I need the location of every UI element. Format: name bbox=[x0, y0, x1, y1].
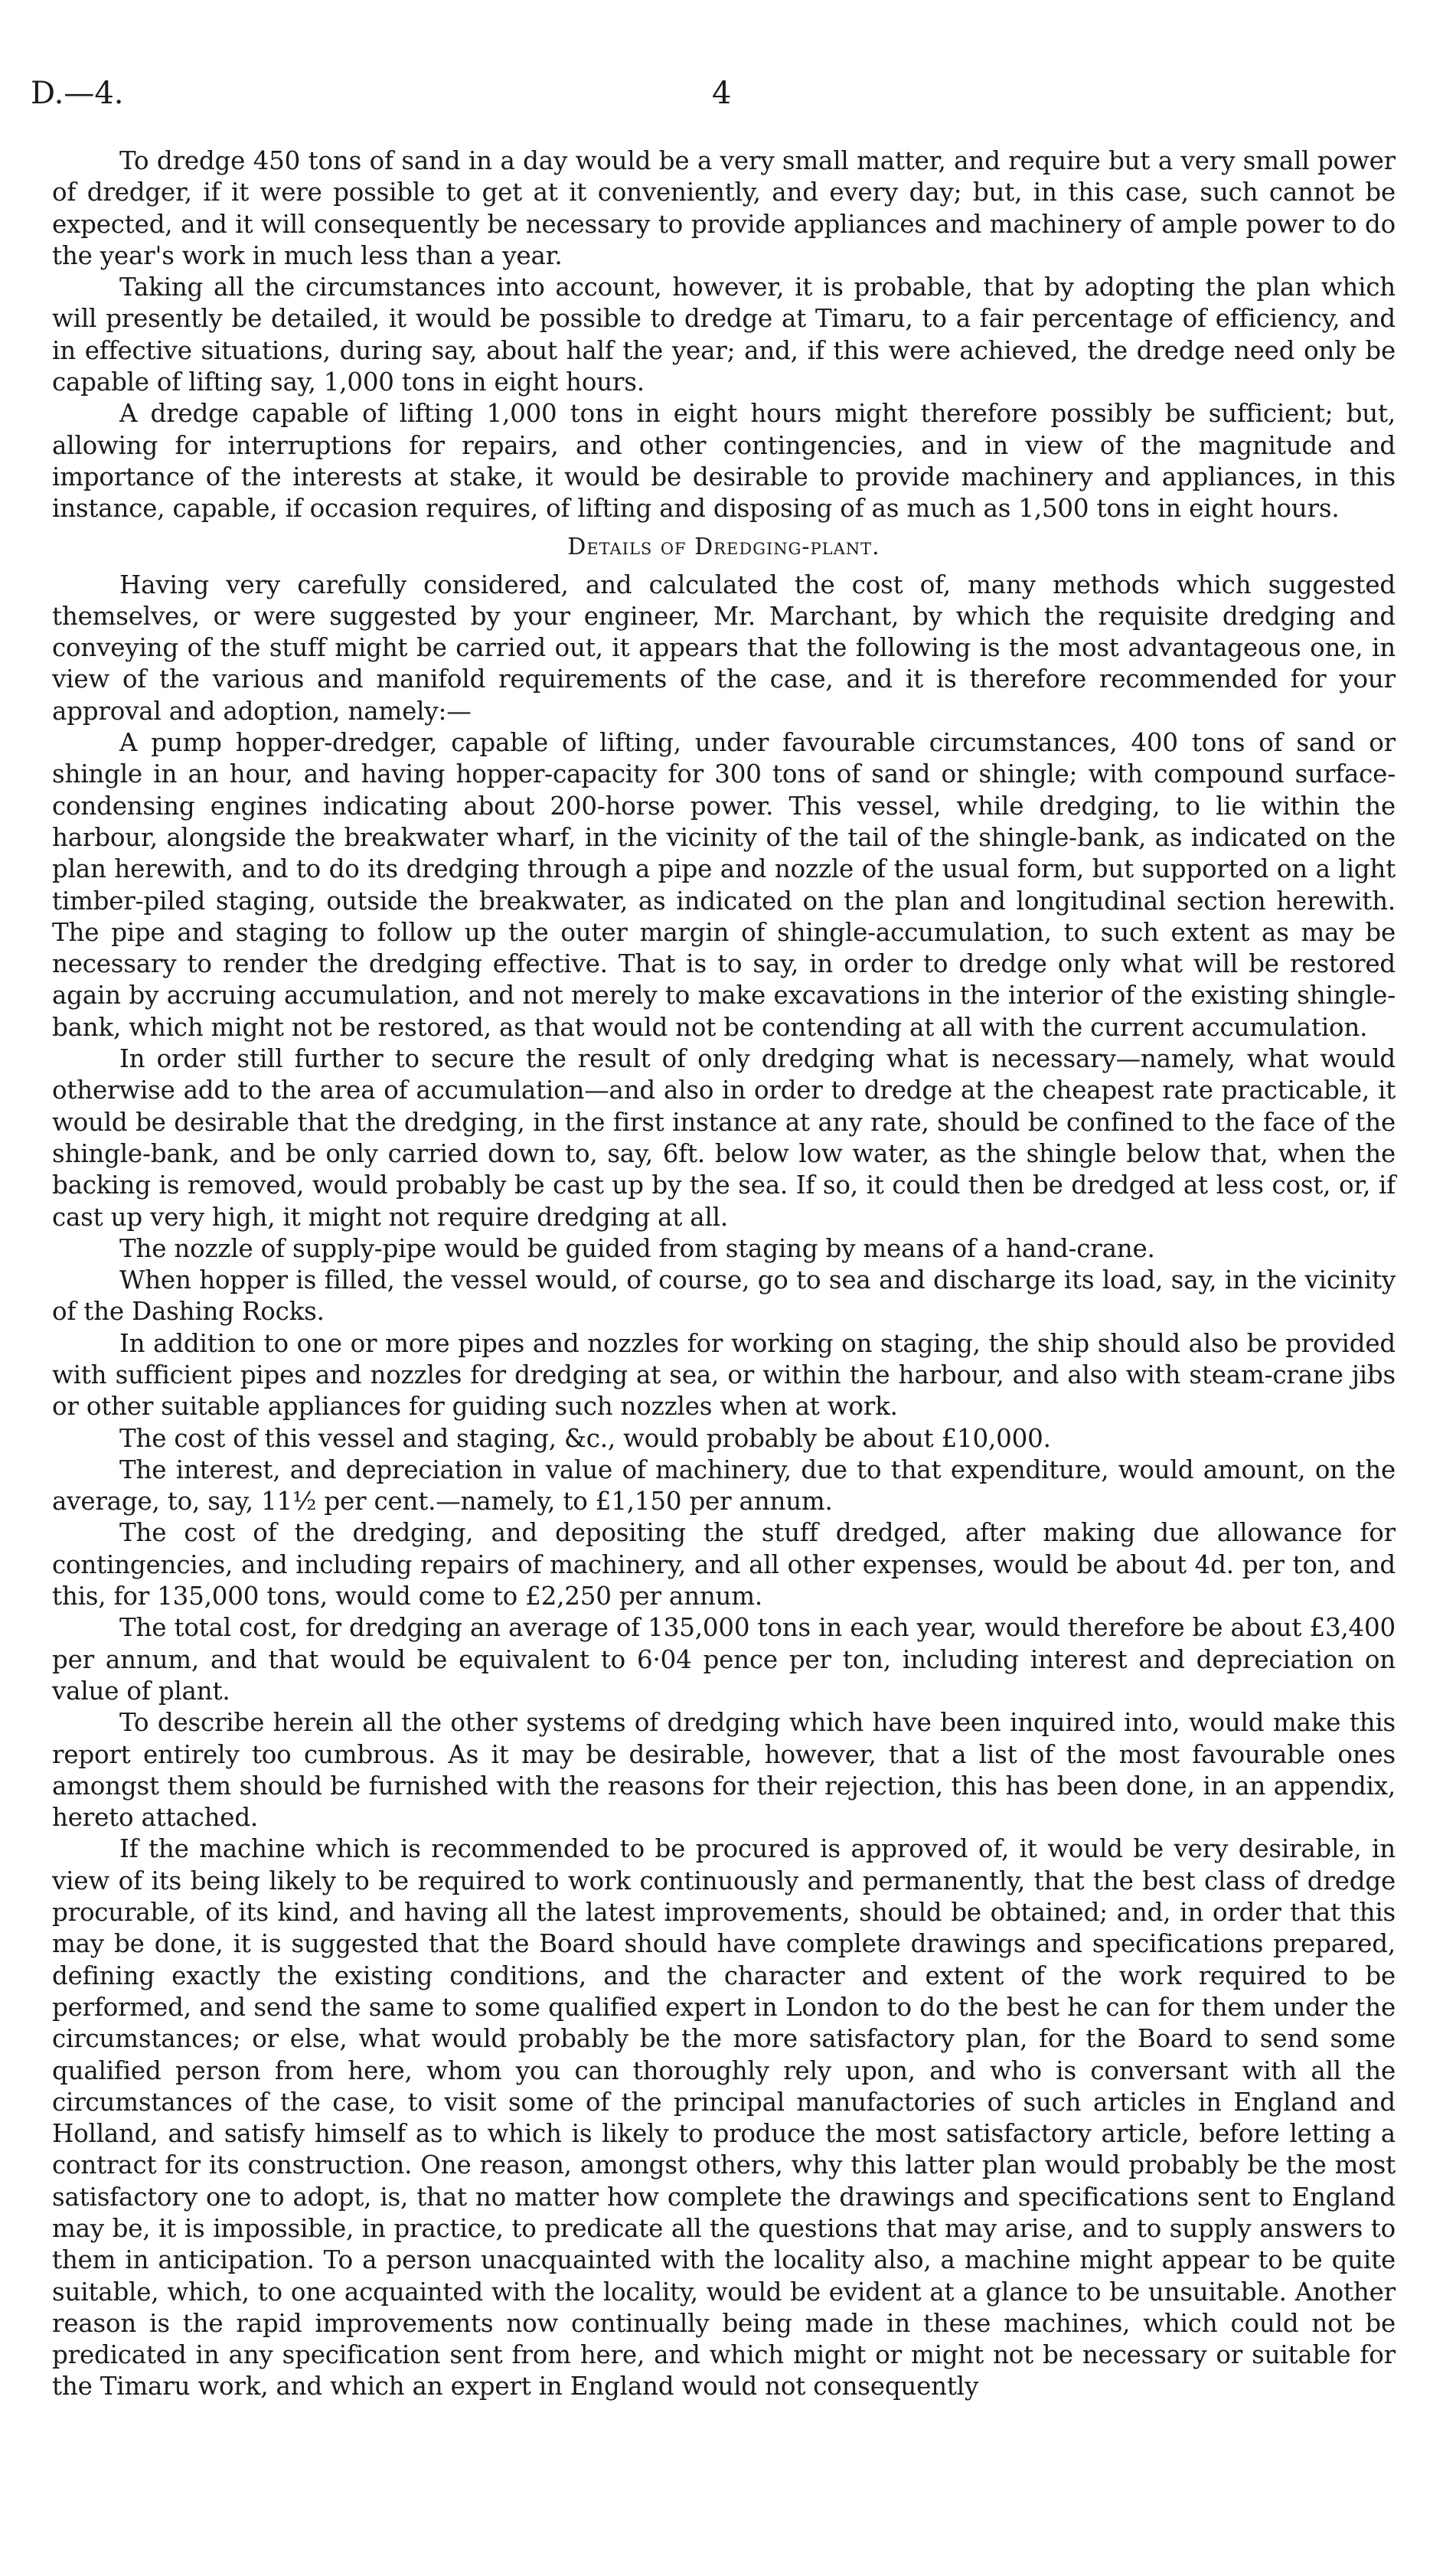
paragraph: When hopper is filled, the vessel would, of course, go to sea and discharge its load, say, in the vicinity of the Dashing Rocks. bbox=[52, 1265, 1396, 1327]
section-heading: Details of Dredging-plant. bbox=[567, 533, 880, 560]
running-header bbox=[0, 70, 1456, 116]
paragraph: The total cost, for dredging an average of 135,000 tons in each year, would therefore be about £3,400 per annum, and that would be equivalent to 6·04 pence per ton, including interest and depreciation on value of plant. bbox=[52, 1613, 1396, 1706]
paragraph: The cost of the dredging, and depositing the stuff dredged, after making due allowance for contingencies, and including repairs of machinery, and all other expenses, would be about 4d. per ton, and this, for 135,000 tons, would come to £2,250 per annum. bbox=[52, 1518, 1396, 1611]
paragraph: The cost of this vessel and staging, &c., would probably be about £10,000. bbox=[119, 1423, 1051, 1453]
paragraph: A pump hopper-dredger, capable of lifting, under favourable circumstances, 400 tons of sand or shingle in an hour, and having hopper-capacity for 300 tons of sand or shingle; with compound surface-condensing engines indicating about 200-horse power. This vessel, while dredging, to lie within the harbour, alongside the breakwater wharf, in the vicinity of the tail of the shingle-bank, as indicated on the plan herewith, and to do its dredging through a pipe and nozzle of the usual form, but supported on a light timber-piled staging, outside the breakwater, as indicated on the plan and longitudinal section herewith. The pipe and staging to follow up the outer margin of shingle-accumulation, to such extent as may be necessary to render the dredging effective. That is to say, in order to dredge only what will be restored again by accruing accumulation, and not merely to make excavations in the interior of the existing shingle-bank, which might not be restored, as that would not be contending at all with the current accumulation. bbox=[52, 728, 1396, 1042]
paragraph: Taking all the circumstances into account, however, it is probable, that by adopting the plan which will presently be detailed, it would be possible to dredge at Timaru, to a fair percentage of efficiency, and in effective situations, during say, about half the year; and, if this were achieved, the dredge need only be capable of lifting say, 1,000 tons in eight hours. bbox=[52, 273, 1396, 397]
paragraph: To dredge 450 tons of sand in a day would be a very small matter, and require but a very small power of dredger, if it were possible to get at it conveniently, and every day; but, in this case, such cannot be expected, and it will consequently be necessary to provide appliances and machinery of ample power to do the year's work in much less than a year. bbox=[52, 146, 1396, 270]
paragraph: The nozzle of supply-pipe would be guided from staging by means of a hand-crane. bbox=[119, 1233, 1155, 1263]
paragraph: The interest, and depreciation in value of machinery, due to that expenditure, would amount, on the average, to, say, 11½ per cent.—namely, to £1,150 per annum. bbox=[52, 1455, 1396, 1517]
page-number: 4 bbox=[712, 76, 732, 111]
document-reference: D.—4. bbox=[31, 76, 124, 111]
paragraph: If the machine which is recommended to be procured is approved of, it would be very desirable, in view of its being likely to be required to work continuously and permanently, that the best class of dredge procurable, of its kind, and having all the latest improvements, should be obtained; and, in order that this may be done, it is suggested that the Board should have complete drawings and specifications prepared, defining exactly the existing conditions, and the character and extent of the work required to be performed, and send the same to some qualified expert in London to do the best he can for them under the circumstances; or else, what would probably be the more satisfactory plan, for the Board to send some qualified person from here, whom you can thoroughly rely upon, and who is conversant with all the circumstances of the case, to visit some of the principal manufactories of such articles in England and Holland, and satisfy himself as to which is likely to produce the most satisfactory article, before letting a contract for its construction. One reason, amongst others, why this latter plan would probably be the most satisfactory one to adopt, is, that no matter how complete the drawings and specifications sent to England may be, it is impossible, in practice, to predicate all the questions that may arise, and to supply answers to them in anticipation. To a person unacquainted with the locality also, a machine might appear to be quite suitable, which, to one acquainted with the locality, would be evident at a glance to be unsuitable. Another reason is the rapid improvements now continually being made in these machines, which could not be predicated in any specification sent from here, and which might or might not be necessary or suitable for the Timaru work, and which an expert in England would not consequently bbox=[52, 1834, 1396, 2401]
paragraph: A dredge capable of lifting 1,000 tons in eight hours might therefore possibly be sufficient; but, allowing for interruptions for repairs, and other contingencies, and in view of the magnitude and importance of the interests at stake, it would be desirable to provide machinery and appliances, in this instance, capable, if occasion requires, of lifting and disposing of as much as 1,500 tons in eight hours. bbox=[52, 399, 1396, 524]
report-body bbox=[52, 145, 1396, 2403]
paragraph: To describe herein all the other systems of dredging which have been inquired into, would make this report entirely too cumbrous. As it may be desirable, however, that a list of the most favourable ones amongst them should be furnished with the reasons for their rejection, this has been done, in an appendix, hereto attached. bbox=[52, 1708, 1396, 1833]
paragraph: Having very carefully considered, and calculated the cost of, many methods which suggested themselves, or were suggested by your engineer, Mr. Marchant, by which the requisite dredging and conveying of the stuff might be carried out, it appears that the following is the most advantageous one, in view of the various and manifold requirements of the case, and it is therefore recommended for your approval and adoption, namely:— bbox=[52, 570, 1396, 726]
paragraph: In addition to one or more pipes and nozzles for working on staging, the ship should also be provided with sufficient pipes and nozzles for dredging at sea, or within the harbour, and also with steam-crane jibs or other suitable appliances for guiding such nozzles when at work. bbox=[52, 1328, 1396, 1422]
paragraph: In order still further to secure the result of only dredging what is necessary—namely, what would otherwise add to the area of accumulation—and also in order to dredge at the cheapest rate practicable, it would be desirable that the dredging, in the first instance at any rate, should be confined to the face of the shingle-bank, and be only carried down to, say, 6ft. below low water, as the shingle below that, when the backing is removed, would probably be cast up by the sea. If so, it could then be dredged at less cost, or, if cast up very high, it might not require dredging at all. bbox=[52, 1044, 1396, 1232]
